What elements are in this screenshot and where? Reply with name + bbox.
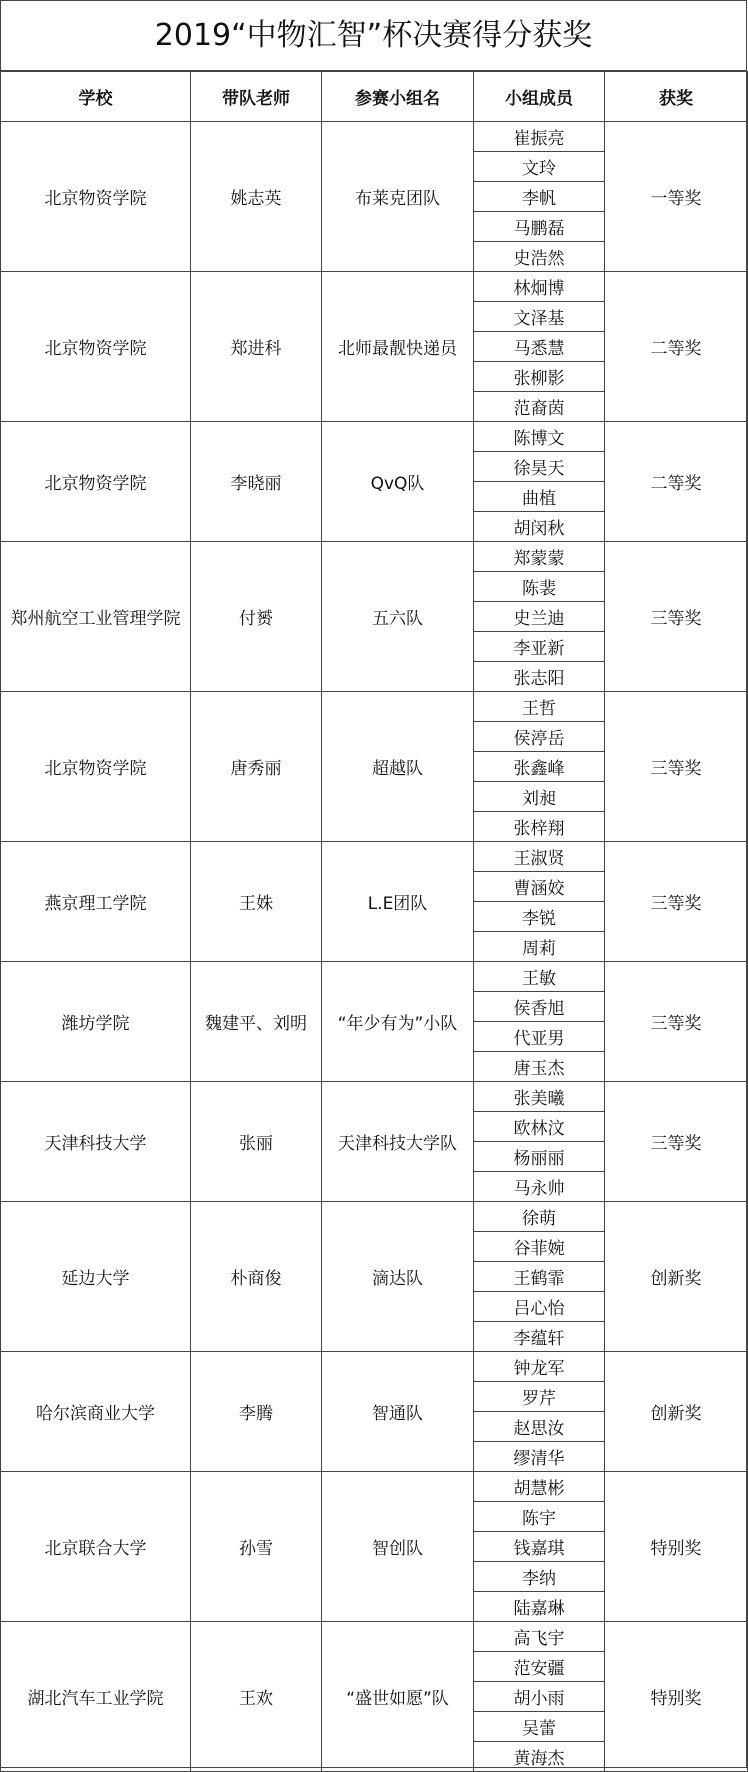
teacher-cell: 王欢 bbox=[191, 1622, 322, 1772]
member-cell: 吴蕾 bbox=[474, 1712, 605, 1742]
school-cell: 郑州航空工业管理学院 bbox=[1, 542, 191, 692]
member-cell: 马鹏磊 bbox=[474, 212, 605, 242]
member-cell: 陈宇 bbox=[474, 1502, 605, 1532]
teacher-cell: 付赟 bbox=[191, 542, 322, 692]
member-cell: 王鹤霏 bbox=[474, 1262, 605, 1292]
member-cell: 杨丽丽 bbox=[474, 1142, 605, 1172]
teacher-cell: 唐秀丽 bbox=[191, 692, 322, 842]
award-cell: 三等奖 bbox=[605, 962, 748, 1082]
team-name-cell: 五六队 bbox=[322, 542, 474, 692]
member-cell: 崔振亮 bbox=[474, 122, 605, 152]
member-cell: 赵思汝 bbox=[474, 1412, 605, 1442]
member-cell: 欧林汶 bbox=[474, 1112, 605, 1142]
member-cell: 胡慧彬 bbox=[474, 1472, 605, 1502]
member-cell: 范裔茵 bbox=[474, 392, 605, 422]
award-cell: 二等奖 bbox=[605, 422, 748, 542]
table-row bbox=[1, 692, 748, 722]
teacher-cell: 姚志英 bbox=[191, 122, 322, 272]
member-cell: 唐玉杰 bbox=[474, 1052, 605, 1082]
member-cell: 陈博文 bbox=[474, 422, 605, 452]
results-body bbox=[1, 122, 748, 1772]
member-cell: 徐萌 bbox=[474, 1202, 605, 1232]
member-cell: 张鑫峰 bbox=[474, 752, 605, 782]
award-cell: 三等奖 bbox=[605, 542, 748, 692]
member-cell: 文玲 bbox=[474, 152, 605, 182]
school-cell: 北京物资学院 bbox=[1, 272, 191, 422]
member-cell: 王敏 bbox=[474, 962, 605, 992]
table-row bbox=[1, 1622, 748, 1652]
member-cell: 王淑贤 bbox=[474, 842, 605, 872]
table-row bbox=[1, 962, 748, 992]
results-table bbox=[0, 71, 748, 1772]
member-cell: 曲植 bbox=[474, 482, 605, 512]
member-cell: 高飞宇 bbox=[474, 1622, 605, 1652]
header-award: 获奖 bbox=[605, 72, 748, 122]
member-cell: 罗芹 bbox=[474, 1382, 605, 1412]
member-cell: 曹涵姣 bbox=[474, 872, 605, 902]
teacher-cell: 李晓丽 bbox=[191, 422, 322, 542]
member-cell: 张柳影 bbox=[474, 362, 605, 392]
team-name-cell: 超越队 bbox=[322, 692, 474, 842]
teacher-cell: 王姝 bbox=[191, 842, 322, 962]
header-members: 小组成员 bbox=[474, 72, 605, 122]
award-cell: 三等奖 bbox=[605, 842, 748, 962]
teacher-cell: 郑进科 bbox=[191, 272, 322, 422]
school-cell: 北京联合大学 bbox=[1, 1472, 191, 1622]
member-cell: 李蕴轩 bbox=[474, 1322, 605, 1352]
team-name-cell: “盛世如愿”队 bbox=[322, 1622, 474, 1772]
school-cell: 北京物资学院 bbox=[1, 422, 191, 542]
member-cell: 史浩然 bbox=[474, 242, 605, 272]
member-cell: 李帆 bbox=[474, 182, 605, 212]
member-cell: 李纳 bbox=[474, 1562, 605, 1592]
member-cell: 陈裴 bbox=[474, 572, 605, 602]
team-name-cell: 智创队 bbox=[322, 1472, 474, 1622]
member-cell: 徐昊天 bbox=[474, 452, 605, 482]
teacher-cell: 张丽 bbox=[191, 1082, 322, 1202]
table-row bbox=[1, 422, 748, 452]
member-cell: 张志阳 bbox=[474, 662, 605, 692]
award-cell: 创新奖 bbox=[605, 1352, 748, 1472]
member-cell: 范安疆 bbox=[474, 1652, 605, 1682]
member-cell: 李锐 bbox=[474, 902, 605, 932]
school-cell: 湖北汽车工业学院 bbox=[1, 1622, 191, 1772]
team-name-cell: L.E团队 bbox=[322, 842, 474, 962]
team-name-cell: QvQ队 bbox=[322, 422, 474, 542]
table-row bbox=[1, 842, 748, 872]
team-name-cell: 智通队 bbox=[322, 1352, 474, 1472]
award-cell: 一等奖 bbox=[605, 122, 748, 272]
member-cell: 胡小雨 bbox=[474, 1682, 605, 1712]
header-team-name: 参赛小组名 bbox=[322, 72, 474, 122]
award-cell: 特别奖 bbox=[605, 1622, 748, 1772]
member-cell: 胡闵秋 bbox=[474, 512, 605, 542]
teacher-cell: 孙雪 bbox=[191, 1472, 322, 1622]
member-cell: 代亚男 bbox=[474, 1022, 605, 1052]
award-cell: 二等奖 bbox=[605, 272, 748, 422]
member-cell: 钟龙军 bbox=[474, 1352, 605, 1382]
header-teacher: 带队老师 bbox=[191, 72, 322, 122]
member-cell: 钱嘉琪 bbox=[474, 1532, 605, 1562]
member-cell: 张美曦 bbox=[474, 1082, 605, 1112]
member-cell: 缪清华 bbox=[474, 1442, 605, 1472]
member-cell: 马悉慧 bbox=[474, 332, 605, 362]
table-row bbox=[1, 1202, 748, 1232]
member-cell: 谷菲婉 bbox=[474, 1232, 605, 1262]
team-name-cell: 天津科技大学队 bbox=[322, 1082, 474, 1202]
table-row bbox=[1, 542, 748, 572]
member-cell: 陆嘉琳 bbox=[474, 1592, 605, 1622]
member-cell: 刘昶 bbox=[474, 782, 605, 812]
award-cell: 三等奖 bbox=[605, 692, 748, 842]
team-name-cell: “年少有为”小队 bbox=[322, 962, 474, 1082]
member-cell: 王哲 bbox=[474, 692, 605, 722]
school-cell: 哈尔滨商业大学 bbox=[1, 1352, 191, 1472]
member-cell: 文泽基 bbox=[474, 302, 605, 332]
team-name-cell: 滴达队 bbox=[322, 1202, 474, 1352]
school-cell: 北京物资学院 bbox=[1, 122, 191, 272]
school-cell: 延边大学 bbox=[1, 1202, 191, 1352]
member-cell: 张梓翔 bbox=[474, 812, 605, 842]
member-cell: 史兰迪 bbox=[474, 602, 605, 632]
team-name-cell: 北师最靓快递员 bbox=[322, 272, 474, 422]
member-cell: 黄海杰 bbox=[474, 1742, 605, 1772]
award-cell: 特别奖 bbox=[605, 1472, 748, 1622]
table-row bbox=[1, 272, 748, 302]
header-school: 学校 bbox=[1, 72, 191, 122]
member-cell: 林炯博 bbox=[474, 272, 605, 302]
page-title: 2019“中物汇智”杯决赛得分获奖 bbox=[1, 1, 746, 71]
award-cell: 三等奖 bbox=[605, 1082, 748, 1202]
teacher-cell: 朴商俊 bbox=[191, 1202, 322, 1352]
team-name-cell: 布莱克团队 bbox=[322, 122, 474, 272]
school-cell: 北京物资学院 bbox=[1, 692, 191, 842]
school-cell: 潍坊学院 bbox=[1, 962, 191, 1082]
school-cell: 燕京理工学院 bbox=[1, 842, 191, 962]
table-row bbox=[1, 122, 748, 152]
table-row bbox=[1, 1082, 748, 1112]
member-cell: 侯渟岳 bbox=[474, 722, 605, 752]
teacher-cell: 李腾 bbox=[191, 1352, 322, 1472]
member-cell: 侯香旭 bbox=[474, 992, 605, 1022]
member-cell: 李亚新 bbox=[474, 632, 605, 662]
award-cell: 创新奖 bbox=[605, 1202, 748, 1352]
school-cell: 天津科技大学 bbox=[1, 1082, 191, 1202]
member-cell: 吕心怡 bbox=[474, 1292, 605, 1322]
member-cell: 周莉 bbox=[474, 932, 605, 962]
member-cell: 马永帅 bbox=[474, 1172, 605, 1202]
table-row bbox=[1, 1352, 748, 1382]
member-cell: 郑蒙蒙 bbox=[474, 542, 605, 572]
header-row bbox=[1, 72, 748, 122]
table-row bbox=[1, 1472, 748, 1502]
teacher-cell: 魏建平、刘明 bbox=[191, 962, 322, 1082]
